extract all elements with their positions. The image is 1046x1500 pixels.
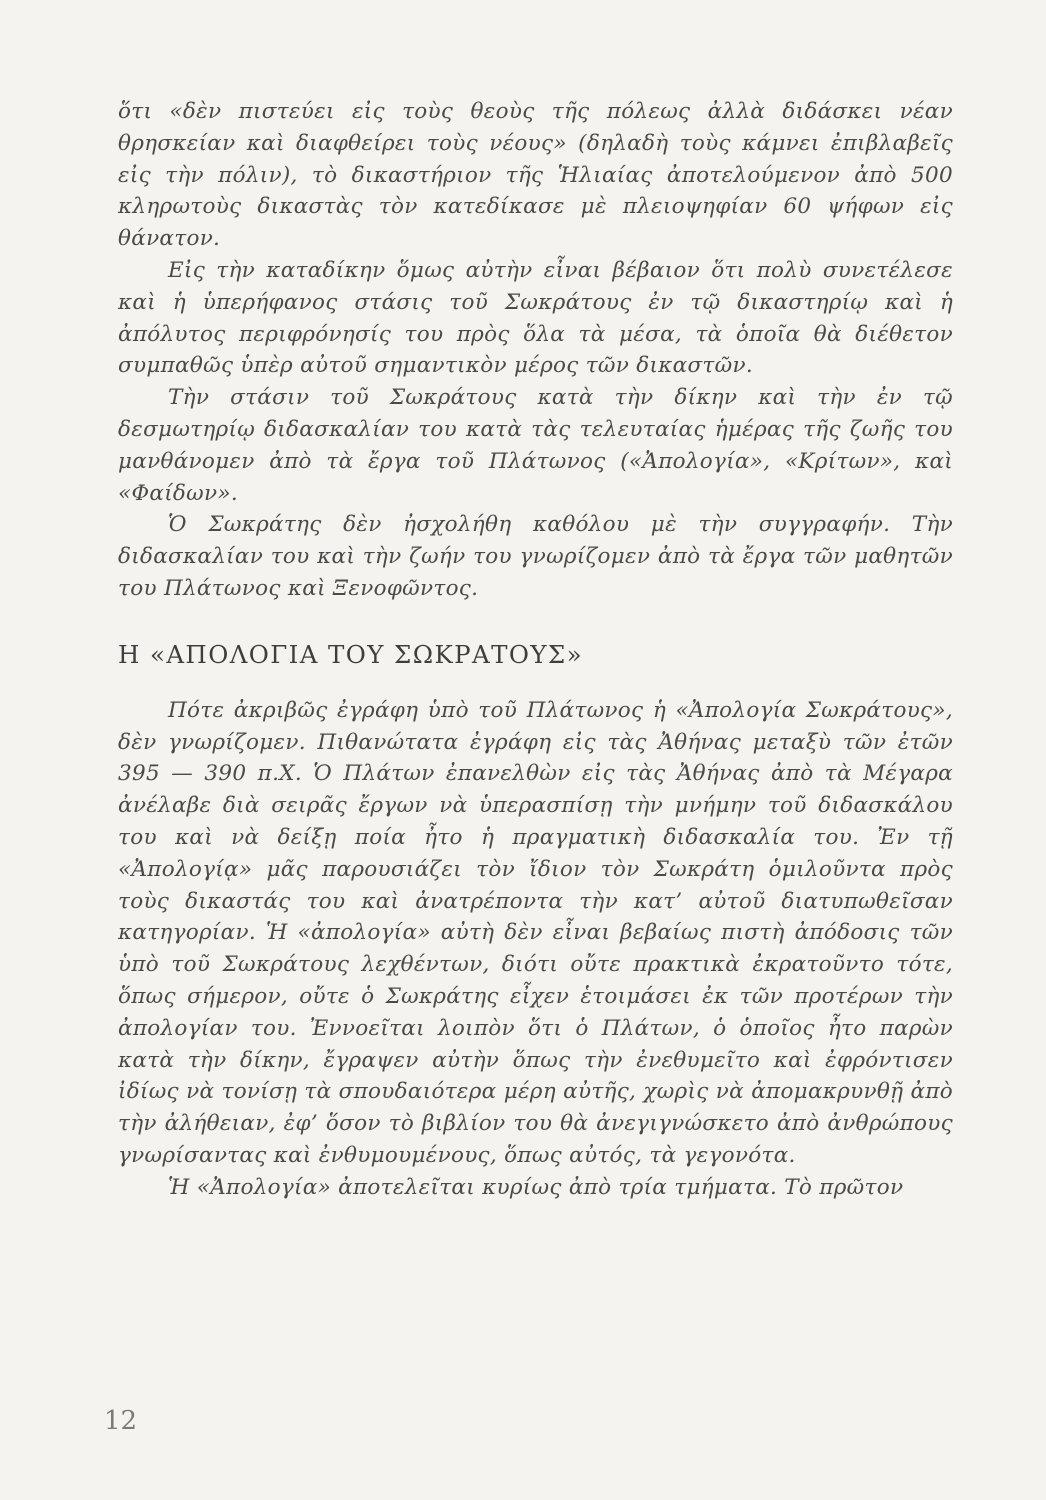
paragraph-socrates-charges: ὅτι «δὲν πιστεύει εἰς τοὺς θεοὺς τῆς πόλεως ἀλλὰ διδάσκει νέαν θρησκείαν καὶ διαφθείρει τοὺς νέους» (δηλαδὴ τοὺς κάμνει ἐπιβλαβεῖς εἰς τὴν πόλιν), τὸ δικαστήριον τῆς Ἡλιαίας ἀποτελούμενον ἀπὸ 500 κληρωτοὺς δικαστὰς τὸν κατεδίκασε μὲ πλειοψηφίαν 60 ψήφων εἰς θάνατον. (118, 99, 953, 252)
paragraph-condemnation: Εἰς τὴν καταδίκην ὅμως αὐτὴν εἶναι βέβαιον ὅτι πολὺ συνετέλεσε καὶ ἡ ὑπερήφανος στάσις τοῦ Σωκράτους ἐν τῷ δικαστηρίῳ καὶ ἡ ἀπόλυτος περιφρόνησίς του πρὸς ὅλα τὰ μέσα, τὰ ὁποῖα θὰ διέθετον συμπαθῶς ὑπὲρ αὐτοῦ σημαντικὸν μέρος τῶν δικαστῶν. (118, 257, 953, 379)
page-number: 12 (104, 1406, 138, 1436)
section-heading: Η «ΑΠΟΛΟΓΙΑ ΤΟΥ ΣΩΚΡΑΤΟΥΣ» (118, 639, 584, 669)
text-block (118, 96, 953, 1204)
paragraph-no-writings: Ὁ Σωκράτης δὲν ἠσχολήθη καθόλου μὲ τὴν συγγραφήν. Τὴν διδασκαλίαν του καὶ τὴν ζωήν του γνωρίζομεν ἀπὸ τὰ ἔργα τῶν μαθητῶν του Πλάτωνος καὶ Ξενοφῶντος. (118, 512, 953, 601)
paragraph-apology-origin: Πότε ἀκριβῶς ἐγράφη ὑπὸ τοῦ Πλάτωνος ἡ «Ἀπολογία Σωκράτους», δὲν γνωρίζομεν. Πιθανώτατα ἐγράφη εἰς τὰς Ἀθήνας μεταξὺ τῶν ἐτῶν 395 — 390 π.Χ. Ὁ Πλάτων ἐπανελθὼν εἰς τὰς Ἀθήνας ἀπὸ τὰ Μέγαρα ἀνέλαβε διὰ σειρᾶς ἔργων νὰ ὑπερασπίσῃ τὴν μνήμην τοῦ διδασκάλου του καὶ νὰ δείξῃ ποία ἦτο ἡ πραγματικὴ διδασκαλία του. Ἐν τῇ «Ἀπολογίᾳ» μᾶς παρουσιάζει τὸν ἴδιον τὸν Σωκράτη ὁμιλοῦντα πρὸς τοὺς δικαστάς του καὶ ἀνατρέποντα τὴν κατ’ αὐτοῦ διατυπωθεῖσαν κατηγορίαν. Ἡ «ἀπολογία» αὐτὴ δὲν εἶναι βεβαίως πιστὴ ἀπόδοσις τῶν ὑπὸ τοῦ Σωκράτους λεχθέντων, διότι οὔτε πρακτικὰ ἐκρατοῦντο τότε, ὅπως σήμερον, οὔτε ὁ Σωκράτης εἶχεν ἑτοιμάσει ἐκ τῶν προτέρων τὴν ἀπολογίαν του. Ἐννοεῖται λοιπὸν ὅτι ὁ Πλάτων, ὁ ὁποῖος ἦτο παρὼν κατὰ τὴν δίκην, ἔγραψεν αὐτὴν ὅπως τὴν ἐνεθυμεῖτο καὶ ἐφρόντισεν ἰδίως νὰ τονίσῃ τὰ σπουδαιότερα μέρη αὐτῆς, χωρὶς νὰ ἀπομακρυνθῇ ἀπὸ τὴν ἀλήθειαν, ἐφ’ ὅσον τὸ βιβλίον του θὰ ἀνεγιγνώσκετο ἀπὸ ἀνθρώπους γνωρίσαντας καὶ ἐνθυμουμένους, ὅπως αὐτός, τὰ γεγονότα. (118, 697, 953, 1168)
paragraph-platonic-works: Τὴν στάσιν τοῦ Σωκράτους κατὰ τὴν δίκην καὶ τὴν ἐν τῷ δεσμωτηρίῳ διδασκαλίαν του κατὰ τὰς τελευταίας ἡμέρας τῆς ζωῆς του μανθάνομεν ἀπὸ τὰ ἔργα τοῦ Πλάτωνος («Ἀπολογία», «Κρίτων», καὶ «Φαίδων». (118, 385, 953, 506)
paragraph-apology-structure: Ἡ «Ἀπολογία» ἀποτελεῖται κυρίως ἀπὸ τρία τμήματα. Τὸ πρῶτον (168, 1174, 904, 1200)
